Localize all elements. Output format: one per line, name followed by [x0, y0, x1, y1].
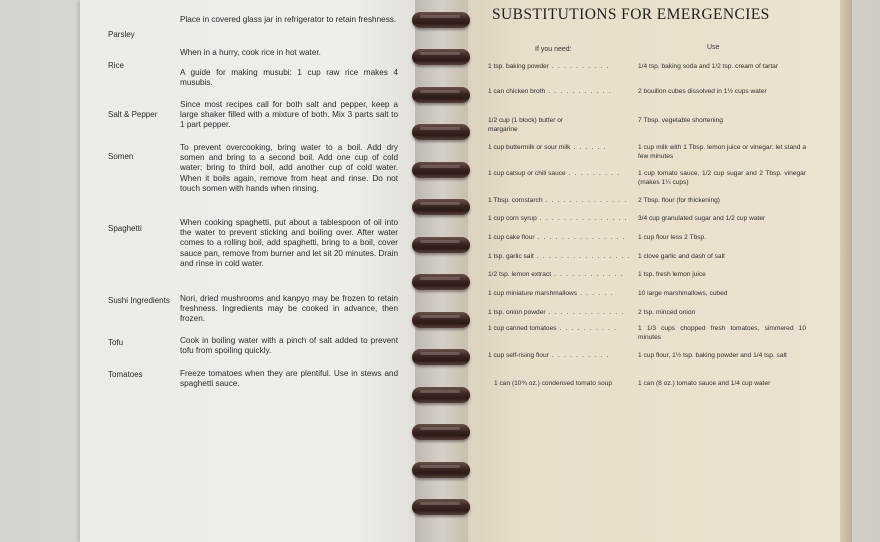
entry-term: Tomatoes [108, 370, 143, 379]
column-header-use: Use [707, 44, 720, 51]
book-gutter [415, 0, 468, 542]
entry-desc: A guide for making musubi: 1 cup raw rice makes 4 musubis. [180, 68, 398, 88]
page-edges [840, 0, 852, 542]
entry-desc: Nori, dried mushrooms and kanpyo may be frozen to retain freshness. Ingredients may be cooked in advance, then frozen. [180, 294, 398, 324]
need-cell: 1 cup miniature marshmallows . . . . . . [488, 290, 614, 297]
entry-desc: Place in covered glass jar in refrigerator to retain freshness. [180, 15, 397, 24]
spiral-ring [412, 124, 470, 140]
page-title: SUBSTITUTIONS FOR EMERGENCIES [492, 6, 770, 23]
use-cell: 1 tsp. fresh lemon juice [638, 271, 706, 278]
use-cell: 2 tsp. minced onion [638, 309, 696, 316]
use-cell: 1 cup flour less 2 Tbsp. [638, 234, 707, 241]
use-cell: 3/4 cup granulated sugar and 1/2 cup water [638, 215, 766, 222]
column-header-need: If you need: [535, 46, 572, 53]
use-cell: 1 can (8 oz.) tomato sauce and 1/4 cup water [638, 380, 771, 387]
use-cell: 1 cup tomato sauce, 1/2 cup sugar and 2 Tbsp. vinegar (makes 1¼ cups) [638, 170, 806, 186]
use-cell: 1 cup flour, 1½ tsp. baking powder and 1/4 tsp. salt [638, 352, 787, 359]
entry-desc: When cooking spaghetti, put about a tablespoon of oil into the water to prevent sticking and boiling over. After water comes to a rolling boil, add spaghetti, bring to a boil, cover sauce pan, remove from burner and let sit 20 minutes. Drain and rinse in cold water. [180, 218, 398, 268]
spiral-ring [412, 12, 470, 28]
entry-desc: Freeze tomatoes when they are plentiful. Use in stews and spaghetti sauce. [180, 369, 398, 389]
spiral-ring [412, 349, 470, 365]
spiral-ring [412, 462, 470, 478]
need-cell: 1 tsp. baking powder . . . . . . . . . . [488, 63, 610, 70]
spiral-ring [412, 499, 470, 515]
spiral-ring [412, 387, 470, 403]
use-cell: 1 cup milk with 1 Tbsp. lemon juice or vinegar; let stand a few minutes [638, 144, 806, 160]
use-cell: 1/4 tsp. baking soda and 1/2 tsp. cream of tartar [638, 63, 779, 70]
need-cell: 1/2 cup (1 block) butter or margarine [488, 117, 564, 133]
need-cell: 1 cup self-rising flour . . . . . . . . . . [488, 352, 610, 359]
spiral-ring [412, 199, 470, 215]
use-cell: 1 1/3 cups chopped fresh tomatoes, simmered 10 minutes [638, 325, 806, 341]
spiral-ring [412, 87, 470, 103]
need-cell: 1 Tbsp. cornstarch . . . . . . . . . . . . . . [488, 197, 628, 204]
need-cell: 1 cup corn syrup . . . . . . . . . . . . . . . [488, 215, 628, 222]
entry-term: Spaghetti [108, 224, 142, 233]
need-cell: 1 can (10¾ oz.) condensed tomato soup [493, 380, 613, 387]
entry-desc: When in a hurry, cook rice in hot water. [180, 48, 321, 57]
use-cell: 1 clove garlic and dash of salt [638, 253, 725, 260]
entry-term: Parsley [108, 30, 135, 39]
need-cell: 1 cup canned tomatoes . . . . . . . . . . [488, 325, 618, 332]
spiral-ring [412, 424, 470, 440]
use-cell: 2 bouillon cubes dissolved in 1½ cups water [638, 88, 767, 95]
entry-desc: Since most recipes call for both salt and pepper, keep a large shaker filled with a mixture of both. Mix 3 parts salt to 1 part pepper. [180, 100, 398, 130]
spiral-ring [412, 162, 470, 178]
need-cell: 1 cup catsup or chili sauce . . . . . . . . . [488, 170, 621, 177]
entry-desc: To prevent overcooking, bring water to a boil. Add dry somen and bring to a second boil. Add one cup of cold water; bring to third boil, add another cup of cold water. When it boils again, remove from heat and rinse. Do not touch somen with hands when rinsing. [180, 143, 398, 193]
use-cell: 7 Tbsp. vegetable shortening [638, 117, 723, 124]
entry-term: Salt & Pepper [108, 110, 158, 119]
entry-term: Sushi Ingredients [108, 296, 170, 305]
need-cell: 1 tsp. garlic salt . . . . . . . . . . . . . . . . [488, 253, 631, 260]
need-cell: 1 cup buttermilk or sour milk . . . . . . [488, 144, 607, 151]
entry-term: Somen [108, 152, 134, 161]
need-cell: 1 tsp. onion powder . . . . . . . . . . . . . [488, 309, 625, 316]
spiral-ring [412, 274, 470, 290]
entry-desc: Cook in boiling water with a pinch of salt added to prevent tofu from spoiling quickly. [180, 336, 398, 356]
use-cell: 2 Tbsp. flour (for thickening) [638, 197, 720, 204]
spiral-ring [412, 49, 470, 65]
entry-term: Tofu [108, 338, 124, 347]
use-cell: 10 large marshmallows, cubed [638, 290, 728, 297]
need-cell: 1/2 tsp. lemon extract . . . . . . . . . . . . [488, 271, 624, 278]
spiral-ring [412, 237, 470, 253]
need-cell: 1 cup cake flour . . . . . . . . . . . . . . . [488, 234, 626, 241]
need-cell: 1 can chicken broth . . . . . . . . . . . [488, 88, 612, 95]
entry-term: Rice [108, 61, 125, 70]
spiral-ring [412, 312, 470, 328]
